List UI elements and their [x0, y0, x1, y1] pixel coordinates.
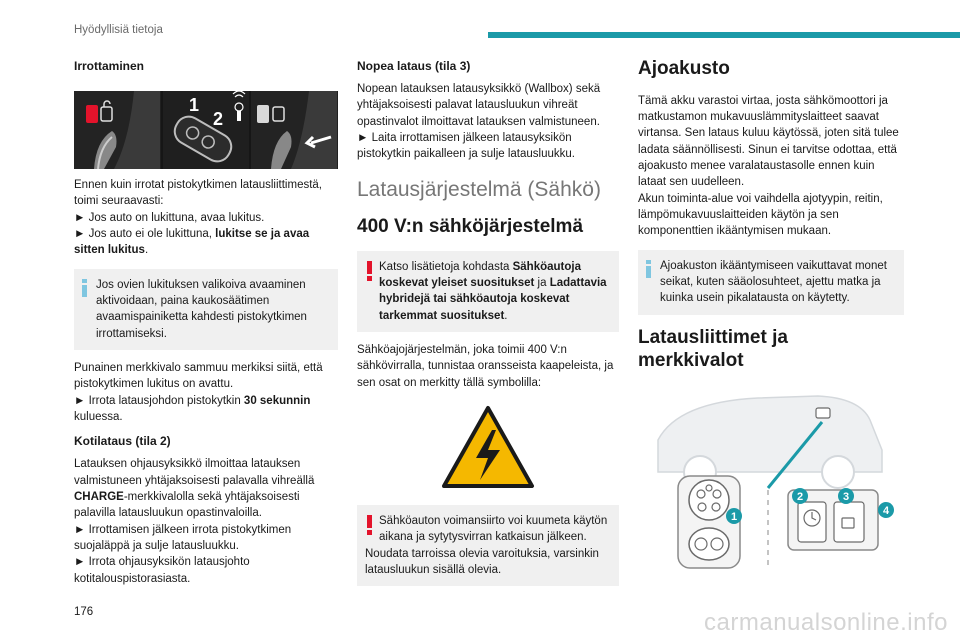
watermark: carmanualsonline.info	[704, 609, 948, 636]
text-part: .	[504, 309, 508, 322]
callout-number-2: 2	[796, 491, 804, 504]
step-number-1: 1	[188, 95, 199, 116]
unlock-photo-strip	[74, 91, 338, 169]
callout-number-3: 3	[842, 491, 850, 504]
column-1	[74, 58, 338, 595]
text-line: Punainen merkkivalo sammuu merkiksi siitä, että pistokytkimen lukitus on avattu.	[74, 361, 323, 391]
bullet-unplug-end: kuluessa.	[74, 410, 123, 423]
high-voltage-symbol-wrap	[357, 399, 619, 495]
paragraph-red-light	[74, 360, 338, 425]
photo-unlocked-connector	[74, 91, 161, 169]
warning-text-heat: Sähköauton voimansiirto voi kuumeta käytön aikana ja sytytysvirran katkaisun jälkeen.	[379, 514, 608, 544]
info-icon	[646, 260, 651, 278]
red-light	[86, 105, 98, 123]
text-part: ja	[534, 276, 550, 289]
remote-key-photo	[163, 91, 249, 169]
bullet-replace-plug: ► Laita irrottamisen jälkeen latausyksikön pistokytkin paikalleen ja sulje latausluukku.	[357, 132, 575, 161]
header-accent-bar	[488, 32, 960, 38]
bullet-unplug-bold: 30 sekunnin	[243, 394, 311, 407]
bullet-unplug-socket: ► Irrota ohjausyksikön latausjohto kotitalouspistorasiasta.	[74, 556, 250, 585]
paragraph-battery: Tämä akku varastoi virtaa, josta sähkömoottori ja matkustamon mukavuuslämmityslaitteet saavat virtansa. Sen lataus kuluu käytössä, joten sitä tulee ladata säännöllisesti. Sinun ei tarvitse odottaa, että ajoakusto menee varalataustasolle ennen kuin lataat sen uudelleen.	[638, 94, 899, 189]
info-box-selective-unlock	[74, 269, 338, 350]
remove-plug-photo	[251, 91, 337, 169]
heading-kotilataus: Kotilataus (tila 2)	[74, 434, 171, 449]
charging-connector-diagram	[638, 380, 904, 570]
warning-text	[365, 259, 611, 324]
step-number-2: 2	[212, 109, 223, 130]
text-line: Nopean latauksen latausyksikkö (Wallbox) sekä yhtäjaksoisesti palavat latausluukun vihreät opastinvalot ilmoittavat latauksen valmistuneen.	[357, 83, 601, 128]
paragraph-before-unplug	[74, 177, 338, 259]
photo-remote-key	[163, 91, 250, 169]
info-icon	[82, 279, 87, 297]
warning-box-heat	[357, 505, 619, 586]
callout-number-4: 4	[882, 505, 890, 518]
charge-label: CHARGE	[74, 490, 124, 503]
running-header: Hyödyllisiä tietoja	[74, 24, 163, 36]
paragraph-fast-charging	[357, 81, 619, 163]
page-number: 176	[74, 606, 94, 618]
warning-icon	[367, 261, 372, 281]
paragraph-home-charging	[74, 456, 338, 587]
info-text: Jos ovien lukituksen valikoiva avaaminen aktivoidaan, paina kaukosäätimen avaamispainiketta kahdesti pistokytkimen irrottamiseksi.	[96, 278, 307, 340]
paragraph-400v-system: Sähköajojärjestelmän, joka toimii 400 V:n sähkövirralla, tunnistaa oransseista kaapeleista, ja sen osat on merkitty tällä symbolilla:	[357, 343, 614, 389]
high-voltage-warning-icon	[440, 404, 536, 490]
charge-flap-icon	[816, 408, 830, 418]
bullet-unplug-text: ► Irrota latausjohdon pistokytkin	[74, 394, 244, 407]
heading-irrottaminen: Irrottaminen	[74, 59, 145, 73]
text-part: Latauksen ohjausyksikkö ilmoittaa latauksen valmistuneen yhtäjaksoisesti palavalla vihreällä	[74, 458, 315, 487]
heading-connectors: Latausliittimet ja merkkivalot	[638, 326, 788, 371]
info-box-battery-aging	[638, 250, 904, 315]
bullet-unlock: ► Jos auto on lukittuna, avaa lukitus.	[74, 211, 265, 224]
warning-icon	[367, 515, 372, 535]
column-3	[638, 58, 904, 576]
callout-number-1: 1	[730, 511, 738, 524]
info-text: Ajoakuston ikääntymiseen vaikuttavat monet seikat, kuten sääolosuhteet, ajettu matka ja kuinka usein pikalatausta on käytetty.	[660, 259, 887, 305]
bullet-lock-text: ► Jos auto ei ole lukittuna,	[74, 228, 216, 241]
column-2	[357, 58, 619, 596]
photo-remove-plug	[251, 91, 338, 169]
heading-ajoakusto: Ajoakusto	[638, 58, 730, 79]
white-light	[257, 105, 269, 123]
warning-box-recommendations	[357, 251, 619, 332]
connector-unlock-photo	[74, 91, 160, 169]
bullet-close-flap: ► Irrottamisen jälkeen irrota pistokytkimen suojaläppä ja sulje latausluukku.	[74, 523, 292, 552]
heading-400v: 400 V:n sähköjärjestelmä	[357, 215, 584, 237]
heading-nopea-lataus: Nopea lataus (tila 3)	[357, 59, 471, 73]
text-part: Katso lisätietoja kohdasta	[379, 260, 513, 273]
text-part: -merkkivalolla sekä yhtäjaksoisesti palavilla latausluukun opastinvaloilla.	[74, 490, 300, 520]
car-silhouette-icon	[658, 396, 882, 488]
paragraph-battery-range: Akun toiminta-alue voi vaihdella ajotyypin, reitin, lämpömukavuuslaitteiden käytön ja sen komponenttien ikääntymisen mukaan.	[638, 192, 883, 238]
bullet-lock-end: .	[144, 244, 149, 257]
text-line: Ennen kuin irrotat pistokytkimen latausliittimestä, toimi seuraavasti:	[74, 179, 322, 208]
warning-text-labels: Noudata tarroissa olevia varoituksia, varsinkin latausluukun sisällä olevia.	[365, 547, 599, 576]
section-title: Latausjärjestelmä (Sähkö)	[357, 177, 601, 201]
bullet-lock-bold: lukitse se ja avaa sitten lukitus	[74, 228, 310, 257]
link-specific-recommendations: Ladattavia hybridejä tai sähköautoja koskevat tarkemmat suositukset	[379, 276, 607, 322]
link-general-recommendations: Sähköautoja koskevat yleiset suositukset	[379, 260, 581, 289]
